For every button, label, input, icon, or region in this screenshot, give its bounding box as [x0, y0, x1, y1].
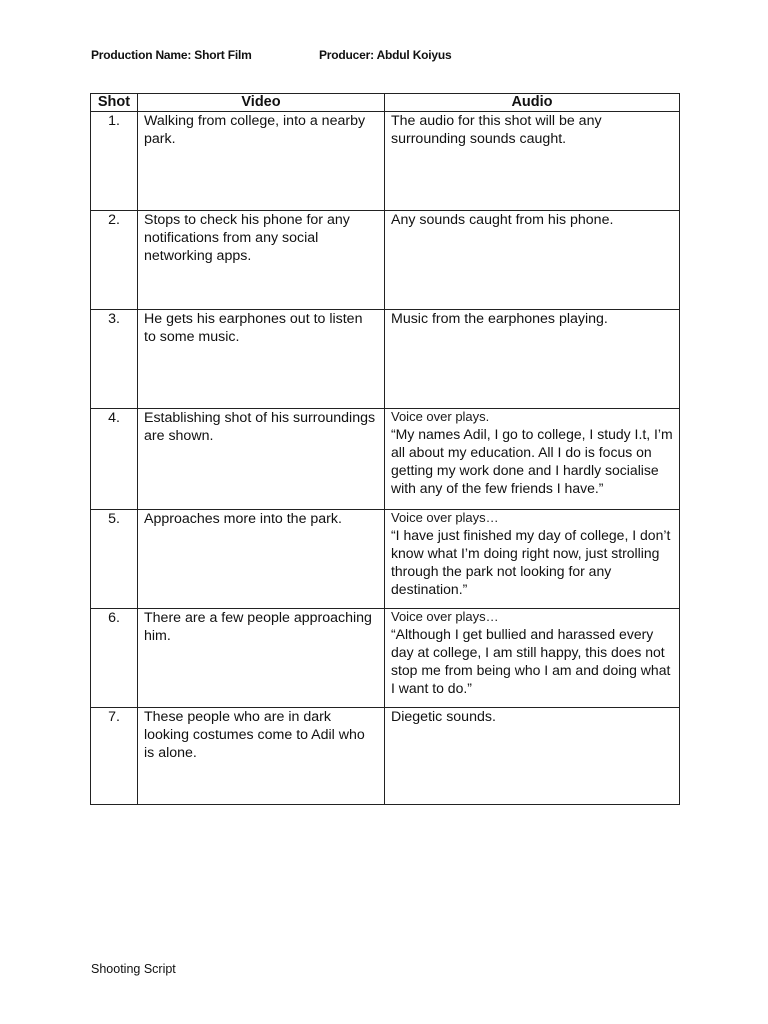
video-description: Walking from college, into a nearby park. — [138, 112, 385, 211]
audio-description: Music from the earphones playing. — [385, 310, 680, 409]
voice-over-label: Voice over plays… — [391, 510, 499, 525]
audio-description: The audio for this shot will be any surrounding sounds caught. — [385, 112, 680, 211]
shot-number: 7. — [91, 708, 138, 805]
audio-cell — [385, 510, 680, 609]
shot-number: 3. — [91, 310, 138, 409]
video-description: He gets his earphones out to listen to some music. — [138, 310, 385, 409]
table-row — [91, 409, 680, 510]
table-row — [91, 211, 680, 310]
table-row — [91, 112, 680, 211]
audio-cell — [385, 609, 680, 708]
voice-over-quote: “My names Adil, I go to college, I study I.t, I’m all about my education. All I do is focus on getting my work done and I hardly socialise with any of the few friends I have.” — [391, 426, 673, 496]
video-description: Establishing shot of his surroundings are shown. — [138, 409, 385, 510]
table-header-row — [91, 94, 680, 112]
shot-number: 2. — [91, 211, 138, 310]
audio-cell — [385, 409, 680, 510]
document-header — [91, 48, 452, 62]
column-header-shot: Shot — [91, 94, 138, 112]
table-row — [91, 609, 680, 708]
voice-over-label: Voice over plays… — [391, 609, 499, 624]
page-footer: Shooting Script — [91, 962, 176, 976]
shot-number: 5. — [91, 510, 138, 609]
voice-over-quote: “Although I get bullied and harassed every day at college, I am still happy, this does not stop me from being who I am and doing what I want to do.” — [391, 626, 671, 696]
audio-description: Any sounds caught from his phone. — [385, 211, 680, 310]
production-name: Production Name: Short Film — [91, 48, 252, 62]
voice-over-quote: “I have just finished my day of college, I don’t know what I’m doing right now, just strolling through the park not looking for any destination.” — [391, 527, 671, 597]
shot-number: 6. — [91, 609, 138, 708]
table-row — [91, 708, 680, 805]
table-row — [91, 510, 680, 609]
column-header-video: Video — [138, 94, 385, 112]
video-description: These people who are in dark looking costumes come to Adil who is alone. — [138, 708, 385, 805]
shot-number: 4. — [91, 409, 138, 510]
table-row — [91, 310, 680, 409]
voice-over-label: Voice over plays. — [391, 409, 490, 424]
column-header-audio: Audio — [385, 94, 680, 112]
video-description: There are a few people approaching him. — [138, 609, 385, 708]
audio-description: Diegetic sounds. — [385, 708, 680, 805]
shot-number: 1. — [91, 112, 138, 211]
video-description: Stops to check his phone for any notifications from any social networking apps. — [138, 211, 385, 310]
producer-name: Producer: Abdul Koiyus — [319, 48, 452, 62]
video-description: Approaches more into the park. — [138, 510, 385, 609]
shooting-script-table — [90, 93, 680, 805]
